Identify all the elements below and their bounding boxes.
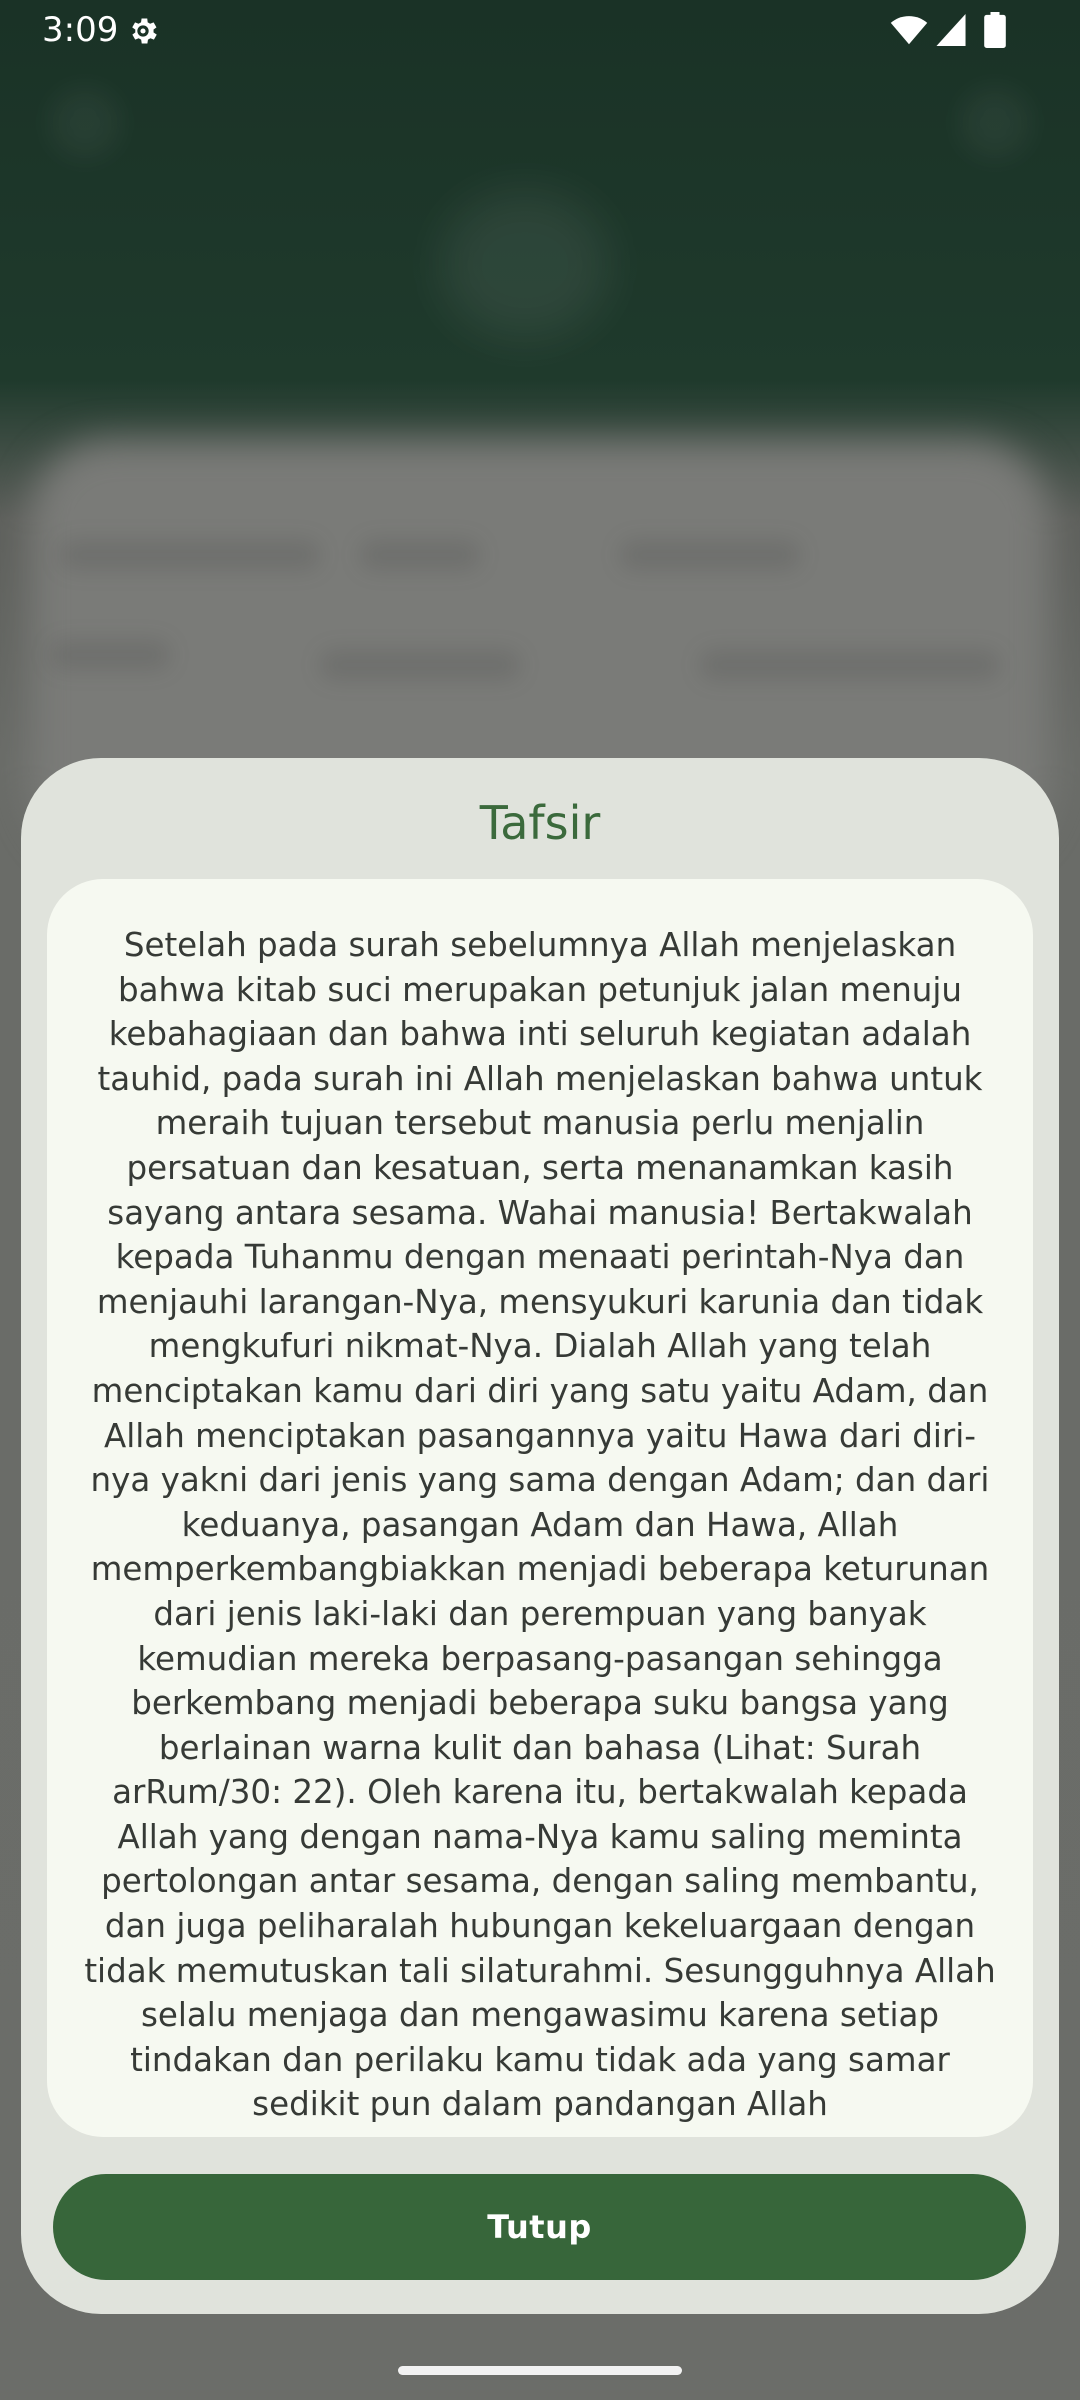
tafsir-dialog	[21, 758, 1059, 2314]
status-bar	[0, 0, 1080, 64]
background-text-blur	[620, 540, 800, 570]
close-button[interactable]: Tutup	[53, 2174, 1026, 2280]
background-text-blur	[60, 540, 320, 570]
background-menu-button-blur	[960, 88, 1030, 158]
battery-icon	[984, 12, 1006, 48]
background-text-blur	[360, 540, 480, 570]
background-text-blur	[50, 640, 170, 670]
background-text-blur	[700, 650, 1000, 680]
gesture-nav-handle[interactable]	[398, 2366, 682, 2375]
background-text-blur	[320, 650, 520, 680]
signal-icon	[936, 14, 966, 46]
gear-icon	[126, 14, 160, 48]
status-time: 3:09	[42, 10, 119, 50]
tafsir-content-scroll[interactable]	[47, 879, 1033, 2137]
background-logo-blur	[440, 190, 610, 340]
dialog-title: Tafsir	[479, 796, 601, 850]
wifi-icon	[890, 14, 928, 46]
tafsir-text: Setelah pada surah sebelumnya Allah menjelaskan bahwa kitab suci merupakan petunjuk jalan menuju kebahagiaan dan bahwa inti seluruh kegiatan adalah tauhid, pada surah ini Allah menjelaskan bahwa untuk meraih tujuan tersebut manusia perlu menjalin persatuan dan kesatuan, serta menanamkan kasih sayang antara sesama. Wahai manusia! Bertakwalah kepada Tuhanmu dengan menaati perintah-Nya dan menjauhi larangan-Nya, mensyukuri karunia dan tidak mengkufuri nikmat-Nya. Dialah Allah yang telah menciptakan kamu dari diri yang satu yaitu Adam, dan Allah menciptakan pasangannya yaitu Hawa dari diri-nya yakni dari jenis yang sama dengan Adam; dan dari keduanya, pasangan Adam dan Hawa, Allah memperkembangbiakkan menjadi beberapa keturunan dari jenis laki-laki dan perempuan yang banyak kemudian mereka berpasang-pasangan sehingga berkembang menjadi beberapa suku bangsa yang berlainan warna kulit dan bahasa (Lihat: Surah arRum/30: 22). Oleh karena itu, bertakwalah kepada Allah yang dengan nama-Nya kamu saling meminta pertolongan antar sesama, dengan saling membantu, dan juga peliharalah hubungan kekeluargaan dengan tidak memutuskan tali silaturahmi. Sesungguhnya Allah selalu menjaga dan mengawasimu karena setiap tindakan dan perilaku kamu tidak ada yang samar sedikit pun dalam pandangan Allah	[84, 926, 996, 2124]
background-back-button-blur	[50, 88, 120, 158]
